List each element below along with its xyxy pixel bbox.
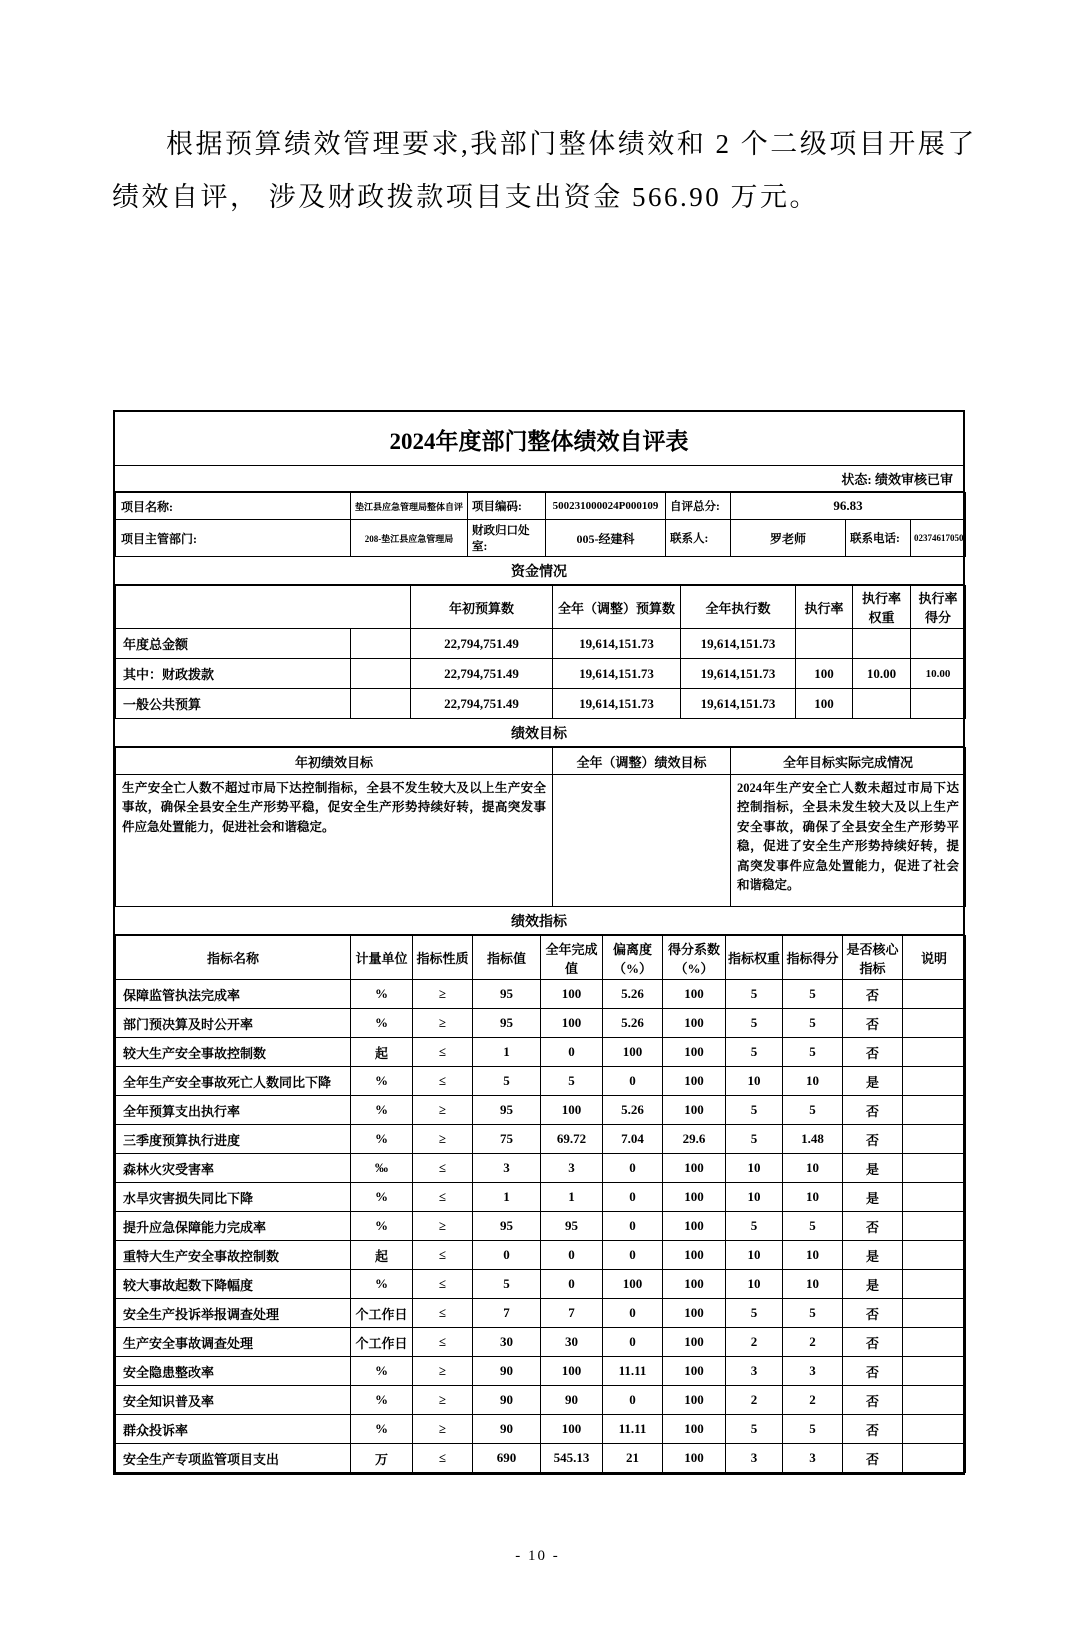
indicators-header-row — [116, 936, 966, 980]
indicator-deviation: 0 — [603, 1183, 663, 1212]
indicator-deviation: 0 — [603, 1154, 663, 1183]
indicator-name: 重特大生产安全事故控制数 — [116, 1241, 351, 1270]
funding-header-initial-budget: 年初预算数 — [411, 586, 553, 629]
ind-header-nature: 指标性质 — [413, 936, 473, 980]
indicator-unit: 个工作日 — [351, 1328, 413, 1357]
indicator-unit: % — [351, 1067, 413, 1096]
indicator-nature: ≥ — [413, 1212, 473, 1241]
indicator-note — [903, 1038, 966, 1067]
indicator-target: 95 — [473, 1096, 541, 1125]
funding-cell-exec-rate — [796, 629, 853, 659]
self-eval-table — [113, 410, 965, 1475]
indicator-note — [903, 1183, 966, 1212]
funding-cell-adjusted-budget: 19,614,151.73 — [553, 689, 681, 719]
indicator-score-coef: 100 — [663, 1357, 726, 1386]
indicator-note — [903, 1299, 966, 1328]
funding-header-adjusted-budget: 全年（调整）预算数 — [553, 586, 681, 629]
funding-cell-rate-weight — [853, 689, 911, 719]
funding-cell-exec-rate: 100 — [796, 659, 853, 689]
indicator-deviation: 11.11 — [603, 1415, 663, 1444]
ind-header-score: 指标得分 — [783, 936, 843, 980]
indicator-score-coef: 29.6 — [663, 1125, 726, 1154]
indicator-row — [116, 1357, 966, 1386]
indicator-weight: 10 — [726, 1154, 783, 1183]
indicators-table — [115, 935, 966, 1473]
indicator-completed: 90 — [541, 1386, 603, 1415]
indicator-row — [116, 1125, 966, 1154]
indicator-deviation: 7.04 — [603, 1125, 663, 1154]
goals-header-row — [116, 748, 966, 775]
goal-adjusted-text — [553, 775, 731, 907]
indicator-completed: 545.13 — [541, 1444, 603, 1473]
indicator-row — [116, 1328, 966, 1357]
funding-section-title: 资金情况 — [115, 557, 963, 585]
goals-content-row — [116, 775, 966, 907]
indicator-unit: % — [351, 1125, 413, 1154]
indicator-weight: 5 — [726, 1125, 783, 1154]
indicator-name: 保障监管执法完成率 — [116, 980, 351, 1009]
indicator-unit: 个工作日 — [351, 1299, 413, 1328]
indicator-core: 否 — [843, 1357, 903, 1386]
indicator-score-coef: 100 — [663, 1241, 726, 1270]
indicator-completed: 100 — [541, 1009, 603, 1038]
indicator-nature: ≤ — [413, 1183, 473, 1212]
indicator-row — [116, 1096, 966, 1125]
indicator-weight: 10 — [726, 1270, 783, 1299]
ind-header-weight: 指标权重 — [726, 936, 783, 980]
indicator-completed: 95 — [541, 1212, 603, 1241]
paragraph-line-2: 绩效自评， 涉及财政拨款项目支出资金 566.90 万元。 — [112, 181, 819, 212]
indicator-score-coef: 100 — [663, 1270, 726, 1299]
indicator-target: 90 — [473, 1357, 541, 1386]
funding-header-rate-weight: 执行率权重 — [853, 586, 911, 629]
indicator-target: 95 — [473, 1009, 541, 1038]
indicator-name: 安全生产投诉举报调查处理 — [116, 1299, 351, 1328]
phone-label: 联系电话: — [846, 520, 911, 557]
indicator-nature: ≥ — [413, 1096, 473, 1125]
indicator-core: 否 — [843, 1125, 903, 1154]
ind-header-core: 是否核心指标 — [843, 936, 903, 980]
project-code-label: 项目编码: — [468, 493, 546, 520]
table-title: 2024年度部门整体绩效自评表 — [115, 412, 963, 466]
indicator-completed: 5 — [541, 1067, 603, 1096]
indicator-score-coef: 100 — [663, 1444, 726, 1473]
indicator-note — [903, 1270, 966, 1299]
indicator-name: 森林火灾受害率 — [116, 1154, 351, 1183]
indicator-deviation: 0 — [603, 1299, 663, 1328]
goals-section-title: 绩效目标 — [115, 719, 963, 747]
indicator-note — [903, 980, 966, 1009]
indicator-unit: 起 — [351, 1241, 413, 1270]
funding-row-label: 一般公共预算 — [116, 689, 351, 719]
info-row-1 — [116, 493, 966, 520]
info-row-2 — [116, 520, 966, 557]
indicator-weight: 5 — [726, 1096, 783, 1125]
indicator-weight: 5 — [726, 1038, 783, 1067]
goals-header-adjusted: 全年（调整）绩效目标 — [553, 748, 731, 775]
funding-cell-initial-budget: 22,794,751.49 — [411, 629, 553, 659]
indicator-unit: % — [351, 1212, 413, 1241]
funding-cell-rate-weight: 10.00 — [853, 659, 911, 689]
indicator-target: 7 — [473, 1299, 541, 1328]
indicator-target: 90 — [473, 1415, 541, 1444]
goals-header-actual: 全年目标实际完成情况 — [731, 748, 966, 775]
indicator-note — [903, 1241, 966, 1270]
indicator-name: 安全知识普及率 — [116, 1386, 351, 1415]
indicator-note — [903, 1357, 966, 1386]
funding-cell-blank — [351, 659, 411, 689]
indicator-nature: ≤ — [413, 1154, 473, 1183]
indicator-deviation: 5.26 — [603, 1096, 663, 1125]
contact-value: 罗老师 — [731, 520, 846, 557]
funding-cell-adjusted-budget: 19,614,151.73 — [553, 629, 681, 659]
indicator-score: 10 — [783, 1241, 843, 1270]
indicator-score-coef: 100 — [663, 1009, 726, 1038]
indicator-score-coef: 100 — [663, 1096, 726, 1125]
indicator-nature: ≥ — [413, 1357, 473, 1386]
indicator-row — [116, 980, 966, 1009]
contact-label: 联系人: — [666, 520, 731, 557]
indicator-row — [116, 1241, 966, 1270]
indicator-deviation: 0 — [603, 1328, 663, 1357]
indicator-core: 否 — [843, 1038, 903, 1067]
indicator-score: 2 — [783, 1328, 843, 1357]
office-value: 005-经建科 — [546, 520, 666, 557]
indicator-target: 1 — [473, 1038, 541, 1067]
funding-table — [115, 585, 966, 719]
page-number: - 10 - — [515, 1548, 560, 1564]
indicator-core: 是 — [843, 1183, 903, 1212]
funding-cell-adjusted-budget: 19,614,151.73 — [553, 659, 681, 689]
indicator-core: 否 — [843, 1299, 903, 1328]
indicator-score-coef: 100 — [663, 980, 726, 1009]
indicator-completed: 30 — [541, 1328, 603, 1357]
indicator-target: 0 — [473, 1241, 541, 1270]
indicator-deviation: 100 — [603, 1270, 663, 1299]
indicator-nature: ≥ — [413, 980, 473, 1009]
phone-value: 02374617050 — [911, 520, 966, 557]
status-text: 状态: 绩效审核已审 — [115, 466, 963, 492]
indicator-row — [116, 1212, 966, 1241]
indicator-nature: ≥ — [413, 1415, 473, 1444]
office-label: 财政归口处室: — [468, 520, 546, 557]
indicator-score: 5 — [783, 1009, 843, 1038]
indicator-score: 1.48 — [783, 1125, 843, 1154]
indicator-deviation: 100 — [603, 1038, 663, 1067]
ind-header-name: 指标名称 — [116, 936, 351, 980]
funding-cell-initial-budget: 22,794,751.49 — [411, 659, 553, 689]
indicator-completed: 0 — [541, 1038, 603, 1067]
indicator-target: 5 — [473, 1067, 541, 1096]
indicator-name: 安全生产专项监管项目支出 — [116, 1444, 351, 1473]
indicator-note — [903, 1212, 966, 1241]
indicator-score-coef: 100 — [663, 1415, 726, 1444]
score-label: 自评总分: — [666, 493, 731, 520]
indicator-core: 否 — [843, 1444, 903, 1473]
indicator-unit: % — [351, 1183, 413, 1212]
indicator-deviation: 0 — [603, 1386, 663, 1415]
indicator-score-coef: 100 — [663, 1212, 726, 1241]
indicator-row — [116, 1183, 966, 1212]
indicator-score: 5 — [783, 1415, 843, 1444]
indicator-core: 否 — [843, 1415, 903, 1444]
indicator-completed: 3 — [541, 1154, 603, 1183]
funding-header-executed: 全年执行数 — [681, 586, 796, 629]
funding-header-blank — [116, 586, 411, 629]
indicator-unit: % — [351, 1096, 413, 1125]
indicator-core: 是 — [843, 1067, 903, 1096]
indicator-score: 3 — [783, 1444, 843, 1473]
indicator-unit: 起 — [351, 1038, 413, 1067]
funding-header-row — [116, 586, 966, 629]
indicator-completed: 0 — [541, 1270, 603, 1299]
indicator-core: 否 — [843, 1386, 903, 1415]
funding-row-label: 其中：财政拨款 — [116, 659, 351, 689]
indicator-target: 5 — [473, 1270, 541, 1299]
indicator-score: 5 — [783, 1038, 843, 1067]
indicator-core: 是 — [843, 1270, 903, 1299]
indicator-row — [116, 1067, 966, 1096]
indicator-weight: 10 — [726, 1067, 783, 1096]
indicator-target: 30 — [473, 1328, 541, 1357]
dept-value: 208-垫江县应急管理局 — [351, 520, 468, 557]
indicator-score: 10 — [783, 1154, 843, 1183]
indicator-score: 5 — [783, 1299, 843, 1328]
indicator-score-coef: 100 — [663, 1038, 726, 1067]
indicator-row — [116, 1299, 966, 1328]
funding-cell-rate-score — [911, 629, 966, 659]
indicator-unit: 万 — [351, 1444, 413, 1473]
indicator-target: 690 — [473, 1444, 541, 1473]
indicator-deviation: 11.11 — [603, 1357, 663, 1386]
indicator-note — [903, 1067, 966, 1096]
indicator-score: 2 — [783, 1386, 843, 1415]
indicator-name: 生产安全事故调查处理 — [116, 1328, 351, 1357]
indicator-nature: ≥ — [413, 1009, 473, 1038]
funding-cell-initial-budget: 22,794,751.49 — [411, 689, 553, 719]
funding-cell-executed: 19,614,151.73 — [681, 629, 796, 659]
indicator-target: 75 — [473, 1125, 541, 1154]
indicator-core: 否 — [843, 980, 903, 1009]
indicator-core: 否 — [843, 1096, 903, 1125]
ind-header-score-coef: 得分系数（%） — [663, 936, 726, 980]
funding-cell-blank — [351, 689, 411, 719]
indicator-completed: 100 — [541, 1415, 603, 1444]
indicator-name: 部门预决算及时公开率 — [116, 1009, 351, 1038]
funding-header-rate-score: 执行率得分 — [911, 586, 966, 629]
indicator-completed: 0 — [541, 1241, 603, 1270]
ind-header-unit: 计量单位 — [351, 936, 413, 980]
indicator-weight: 3 — [726, 1444, 783, 1473]
goals-header-initial: 年初绩效目标 — [116, 748, 553, 775]
project-info-table — [115, 492, 966, 557]
indicator-deviation: 0 — [603, 1067, 663, 1096]
indicator-weight: 5 — [726, 1415, 783, 1444]
indicator-weight: 5 — [726, 980, 783, 1009]
funding-cell-executed: 19,614,151.73 — [681, 689, 796, 719]
indicator-score: 5 — [783, 1096, 843, 1125]
indicator-nature: ≥ — [413, 1125, 473, 1154]
indicator-row — [116, 1009, 966, 1038]
indicator-unit: ‰ — [351, 1154, 413, 1183]
indicator-score: 10 — [783, 1270, 843, 1299]
indicator-completed: 100 — [541, 1357, 603, 1386]
indicator-name: 提升应急保障能力完成率 — [116, 1212, 351, 1241]
indicator-weight: 5 — [726, 1212, 783, 1241]
indicator-row — [116, 1038, 966, 1067]
indicator-core: 否 — [843, 1009, 903, 1038]
indicator-weight: 3 — [726, 1357, 783, 1386]
indicator-nature: ≤ — [413, 1067, 473, 1096]
indicator-name: 三季度预算执行进度 — [116, 1125, 351, 1154]
indicator-nature: ≤ — [413, 1270, 473, 1299]
indicator-weight: 10 — [726, 1183, 783, 1212]
indicator-target: 90 — [473, 1386, 541, 1415]
indicator-weight: 2 — [726, 1386, 783, 1415]
ind-header-completed: 全年完成值 — [541, 936, 603, 980]
funding-header-exec-rate: 执行率 — [796, 586, 853, 629]
indicator-name: 全年预算支出执行率 — [116, 1096, 351, 1125]
funding-cell-rate-score: 10.00 — [911, 659, 966, 689]
indicator-target: 95 — [473, 980, 541, 1009]
indicator-core: 否 — [843, 1328, 903, 1357]
intro-paragraph — [112, 118, 979, 223]
indicator-score: 10 — [783, 1067, 843, 1096]
ind-header-note: 说明 — [903, 936, 966, 980]
indicator-unit: % — [351, 980, 413, 1009]
indicator-completed: 69.72 — [541, 1125, 603, 1154]
indicator-core: 是 — [843, 1154, 903, 1183]
indicator-weight: 5 — [726, 1299, 783, 1328]
indicator-nature: ≤ — [413, 1038, 473, 1067]
indicator-score-coef: 100 — [663, 1067, 726, 1096]
goal-actual-text: 2024年生产安全亡人数未超过市局下达控制指标，全县未发生较大及以上生产安全事故，确保了全县安全生产形势平稳，促进了安全生产形势持续好转，提高突发事件应急处置能力，促进了社会和谐稳定。 — [731, 775, 966, 907]
indicator-core: 否 — [843, 1212, 903, 1241]
indicator-target: 3 — [473, 1154, 541, 1183]
indicator-row — [116, 1415, 966, 1444]
indicator-name: 水旱灾害损失同比下降 — [116, 1183, 351, 1212]
indicator-note — [903, 1386, 966, 1415]
indicator-core: 是 — [843, 1241, 903, 1270]
indicator-weight: 2 — [726, 1328, 783, 1357]
goals-table — [115, 747, 966, 907]
indicator-unit: % — [351, 1357, 413, 1386]
indicator-completed: 100 — [541, 1096, 603, 1125]
indicator-note — [903, 1009, 966, 1038]
indicator-nature: ≤ — [413, 1241, 473, 1270]
indicator-row — [116, 1154, 966, 1183]
funding-cell-exec-rate: 100 — [796, 689, 853, 719]
indicator-note — [903, 1328, 966, 1357]
indicator-note — [903, 1444, 966, 1473]
indicator-note — [903, 1125, 966, 1154]
indicator-name: 群众投诉率 — [116, 1415, 351, 1444]
indicator-note — [903, 1415, 966, 1444]
indicator-weight: 10 — [726, 1241, 783, 1270]
indicator-score: 10 — [783, 1183, 843, 1212]
indicator-nature: ≥ — [413, 1386, 473, 1415]
project-name-value: 垫江县应急管理局整体自评 — [351, 493, 468, 520]
indicator-score-coef: 100 — [663, 1328, 726, 1357]
indicator-nature: ≤ — [413, 1299, 473, 1328]
indicator-target: 1 — [473, 1183, 541, 1212]
indicator-deviation: 0 — [603, 1241, 663, 1270]
indicator-deviation: 5.26 — [603, 980, 663, 1009]
indicator-deviation: 0 — [603, 1212, 663, 1241]
dept-label: 项目主管部门: — [116, 520, 351, 557]
funding-cell-rate-score — [911, 689, 966, 719]
indicator-name: 安全隐患整改率 — [116, 1357, 351, 1386]
project-code-value: 500231000024P000109 — [546, 493, 666, 520]
indicator-unit: % — [351, 1415, 413, 1444]
goal-initial-text: 生产安全亡人数不超过市局下达控制指标，全县不发生较大及以上生产安全事故，确保全县安全生产形势平稳，促安全生产形势持续好转，提高突发事件应急处置能力，促进社会和谐稳定。 — [116, 775, 553, 907]
project-name-label: 项目名称: — [116, 493, 351, 520]
indicator-nature: ≤ — [413, 1328, 473, 1357]
indicator-row — [116, 1386, 966, 1415]
indicator-nature: ≤ — [413, 1444, 473, 1473]
indicator-score: 3 — [783, 1357, 843, 1386]
score-value: 96.83 — [731, 493, 966, 520]
indicators-section-title: 绩效指标 — [115, 907, 963, 935]
indicator-name: 较大生产安全事故控制数 — [116, 1038, 351, 1067]
indicator-deviation: 21 — [603, 1444, 663, 1473]
indicator-name: 较大事故起数下降幅度 — [116, 1270, 351, 1299]
funding-row — [116, 659, 966, 689]
funding-row-label: 年度总金额 — [116, 629, 351, 659]
indicator-score-coef: 100 — [663, 1154, 726, 1183]
indicator-unit: % — [351, 1386, 413, 1415]
indicator-deviation: 5.26 — [603, 1009, 663, 1038]
indicator-score-coef: 100 — [663, 1183, 726, 1212]
funding-row — [116, 629, 966, 659]
indicator-target: 95 — [473, 1212, 541, 1241]
indicator-note — [903, 1154, 966, 1183]
indicator-score-coef: 100 — [663, 1386, 726, 1415]
indicator-unit: % — [351, 1270, 413, 1299]
paragraph-line-1: 根据预算绩效管理要求,我部门整体绩效和 2 个二级项目开展了 — [166, 129, 977, 159]
indicator-completed: 1 — [541, 1183, 603, 1212]
indicator-completed: 100 — [541, 980, 603, 1009]
indicator-score: 5 — [783, 980, 843, 1009]
funding-cell-rate-weight — [853, 629, 911, 659]
ind-header-target: 指标值 — [473, 936, 541, 980]
indicator-weight: 5 — [726, 1009, 783, 1038]
funding-row — [116, 689, 966, 719]
indicator-row — [116, 1270, 966, 1299]
indicator-score-coef: 100 — [663, 1299, 726, 1328]
funding-cell-blank — [351, 629, 411, 659]
indicator-completed: 7 — [541, 1299, 603, 1328]
funding-cell-executed: 19,614,151.73 — [681, 659, 796, 689]
indicator-note — [903, 1096, 966, 1125]
ind-header-deviation: 偏离度（%） — [603, 936, 663, 980]
indicator-name: 全年生产安全事故死亡人数同比下降 — [116, 1067, 351, 1096]
indicator-unit: % — [351, 1009, 413, 1038]
indicator-score: 5 — [783, 1212, 843, 1241]
indicator-row — [116, 1444, 966, 1473]
